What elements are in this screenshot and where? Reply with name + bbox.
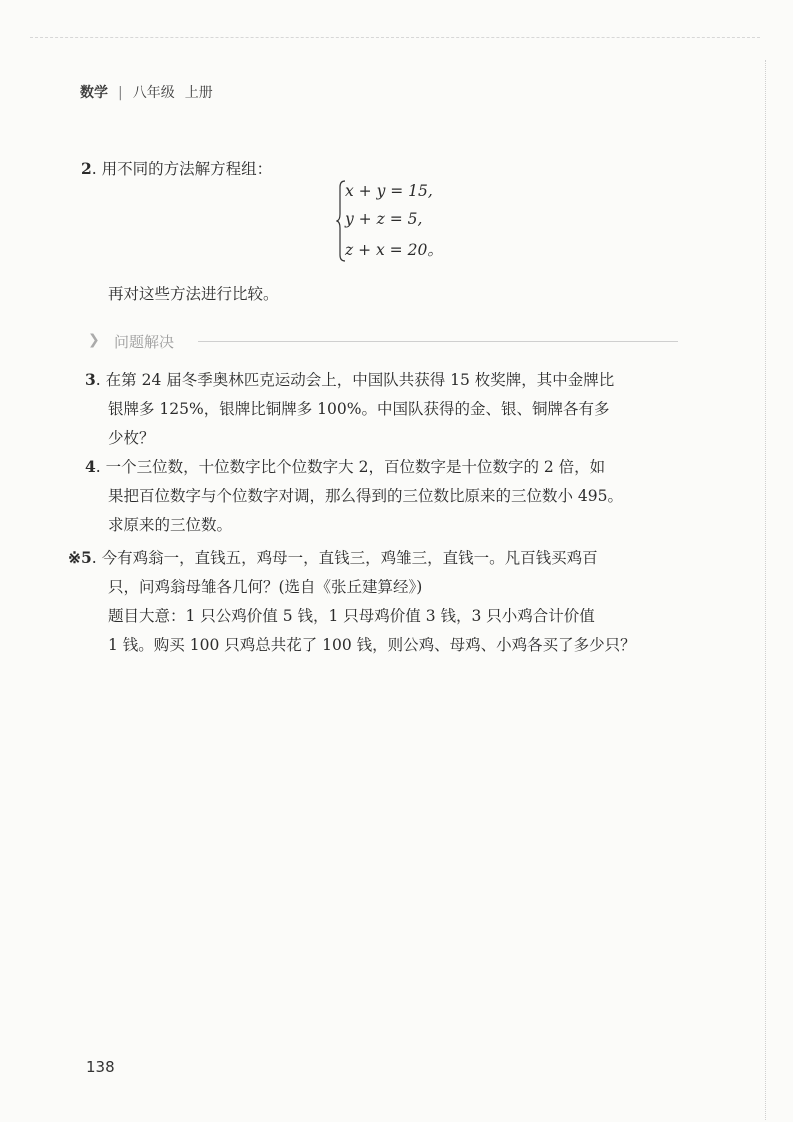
header-term: 上册	[184, 85, 213, 101]
equation-3: z + x = 20。	[345, 241, 443, 259]
problem-4-line-1	[85, 455, 605, 477]
scan-edge-right	[765, 60, 766, 1120]
problem-2-text: . 用不同的方法解方程组：	[91, 160, 273, 178]
problem-3-line-3: 少枚？	[108, 429, 155, 447]
problem-4-text-1: . 一个三位数，十位数字比个位数字大 2，百位数字是十位数字的 2 倍，如	[95, 458, 606, 476]
problem-4-line-3: 求原来的三位数。	[108, 516, 233, 534]
problem-3-text-1: . 在第 24 届冬季奥林匹克运动会上，中国队共获得 15 枚奖牌，其中金牌比	[95, 371, 615, 389]
scan-edge-top	[30, 37, 760, 38]
problem-5-line-2: 只，问鸡翁母雏各几何？(选自《张丘建算经》)	[108, 578, 423, 596]
page-header	[80, 82, 213, 102]
header-separator: |	[118, 85, 123, 101]
problem-5-number: ※5	[68, 548, 92, 567]
problem-5-line-1	[68, 546, 598, 568]
header-subject: 数学	[80, 85, 108, 101]
problem-3-line-1	[85, 368, 614, 390]
problem-2-followup: 再对这些方法进行比较。	[108, 285, 279, 303]
problem-2-number: 2	[81, 159, 92, 178]
section-heading	[88, 330, 688, 354]
equation-system	[336, 180, 446, 265]
equation-1: x + y = 15,	[345, 182, 433, 200]
problem-4-number: 4	[85, 457, 96, 476]
section-title: 问题解决	[114, 333, 175, 351]
problem-5-text-1: . 今有鸡翁一，直钱五，鸡母一，直钱三，鸡雏三，直钱一。凡百钱买鸡百	[91, 549, 598, 567]
chevron-right-icon: ❯	[88, 332, 100, 348]
problem-3-number: 3	[85, 370, 96, 389]
section-divider	[198, 341, 678, 342]
page-number: 138	[86, 1058, 115, 1076]
header-grade: 八年级	[132, 85, 175, 101]
problem-5-line-3: 题目大意：1 只公鸡价值 5 钱，1 只母鸡价值 3 钱，3 只小鸡合计价值	[108, 607, 595, 625]
problem-5-line-4: 1 钱。购买 100 只鸡总共花了 100 钱，则公鸡、母鸡、小鸡各买了多少只？	[108, 636, 636, 654]
problem-3-line-2: 银牌多 125%，银牌比铜牌多 100%。中国队获得的金、银、铜牌各有多	[108, 400, 610, 418]
equation-2: y + z = 5,	[345, 210, 423, 228]
problem-4-line-2: 果把百位数字与个位数字对调，那么得到的三位数比原来的三位数小 495。	[108, 487, 624, 505]
problem-2-line-1	[81, 157, 272, 179]
